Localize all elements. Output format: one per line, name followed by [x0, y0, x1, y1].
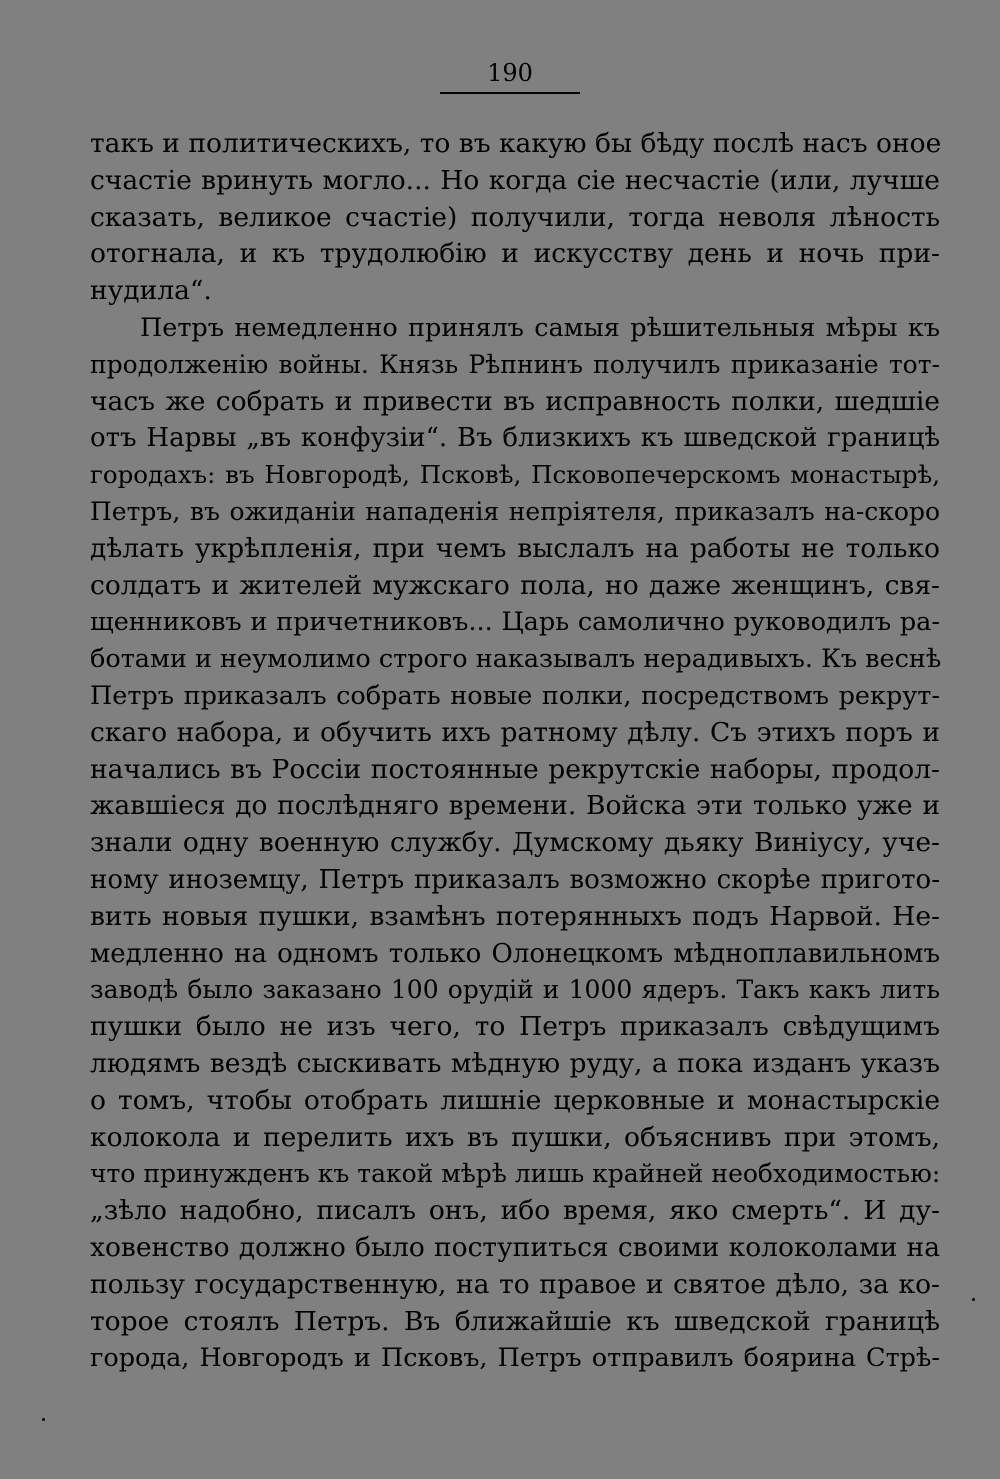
text-line: пушки было не изъ чего, то Петръ приказалъ свѣдущимъ	[90, 1011, 940, 1043]
text-line: что принужденъ къ такой мѣрѣ лишь крайней необходимостью:	[90, 1159, 941, 1189]
page-number-rule	[440, 92, 580, 94]
text-line: колокола и перелить ихъ въ пушки, объяснивъ при этомъ,	[90, 1121, 940, 1153]
text-line: счастіе вринуть могло... Но когда сіе несчастіе (или, лучше	[90, 164, 940, 196]
paragraph-2	[90, 310, 940, 1377]
text-line: ховенство должно было поступиться своими колоколами на	[90, 1231, 940, 1263]
scan-speck	[972, 1298, 975, 1301]
text-line: пользу государственную, на то правое и святое дѣло, за ко-	[90, 1268, 940, 1300]
text-line: щенниковъ и причетниковъ... Царь самолично руководилъ ра-	[90, 607, 940, 638]
text-line: скаго набора, и обучить ихъ ратному дѣлу. Съ этихъ поръ и	[90, 716, 940, 748]
text-line: Петръ немедленно принялъ самыя рѣшительныя мѣры къ	[140, 312, 940, 343]
text-line: „зѣло надобно, писалъ онъ, ибо время, яко смерть“. И ду-	[90, 1195, 940, 1227]
text-line: солдатъ и жителей мужскаго пола, но даже женщинъ, свя-	[90, 569, 940, 601]
text-line: часъ же собрать и привести въ исправность полки, шедшіе	[90, 385, 940, 417]
text-line: сказать, великое счастіе) получили, тогда неволя лѣность	[90, 201, 940, 233]
text-line: о томъ, чтобы отобрать лишніе церковные и монастырскіе	[90, 1084, 940, 1116]
page-number: 190	[487, 59, 533, 87]
scan-speck	[42, 1418, 45, 1421]
text-line: вить новыя пушки, взамѣнъ потерянныхъ подъ Нарвой. Не-	[90, 900, 940, 932]
text-line: знали одну военную службу. Думскому дьяку Виніусу, уче-	[90, 827, 940, 859]
text-line: людямъ вездѣ сыскивать мѣдную руду, а пока изданъ указъ	[90, 1047, 940, 1079]
text-block	[90, 126, 940, 1377]
text-line: заводѣ было заказано 100 орудій и 1000 ядеръ. Такъ какъ лить	[90, 975, 940, 1005]
paragraph-1	[90, 126, 940, 310]
text-line: отогнала, и къ трудолюбію и искусству день и ночь при-	[90, 238, 940, 270]
text-line: медленно на одномъ только Олонецкомъ мѣдноплавильномъ	[90, 938, 940, 969]
text-line: ному иноземцу, Петръ приказалъ возможно скорѣе пригото-	[90, 864, 940, 895]
text-line: нудила“.	[90, 275, 212, 307]
text-line: городахъ: въ Новгородѣ, Псковѣ, Псковопечерскомъ монастырѣ,	[90, 460, 940, 490]
text-line: Петръ, въ ожиданіи нападенія непріятеля, приказалъ на-скоро	[90, 496, 940, 526]
text-line: жавшіеся до послѣдняго времени. Войска эти только уже и	[90, 790, 940, 822]
text-line: торое стоялъ Петръ. Въ ближайшіе къ шведской границѣ	[90, 1305, 940, 1337]
text-line: отъ Нарвы „въ конфузіи“. Въ близкихъ къ шведской границѣ	[90, 423, 940, 454]
text-line: такъ и политическихъ, то въ какую бы бѣду послѣ насъ оное	[90, 128, 942, 159]
text-line: города, Новгородъ и Псковъ, Петръ отправилъ боярина Стрѣ-	[90, 1343, 940, 1374]
text-line: ботами и неумолимо строго наказывалъ нерадивыхъ. Къ веснѣ	[90, 644, 942, 675]
text-line: начались въ Россіи постоянные рекрутскіе наборы, продол-	[90, 753, 940, 785]
text-line: дѣлать укрѣпленія, при чемъ выслалъ на работы не только	[90, 532, 940, 564]
text-line: продолженію войны. Князь Рѣпнинъ получилъ приказаніе тот-	[90, 349, 940, 379]
text-line: Петръ приказалъ собрать новые полки, посредствомъ рекрут-	[90, 680, 940, 711]
